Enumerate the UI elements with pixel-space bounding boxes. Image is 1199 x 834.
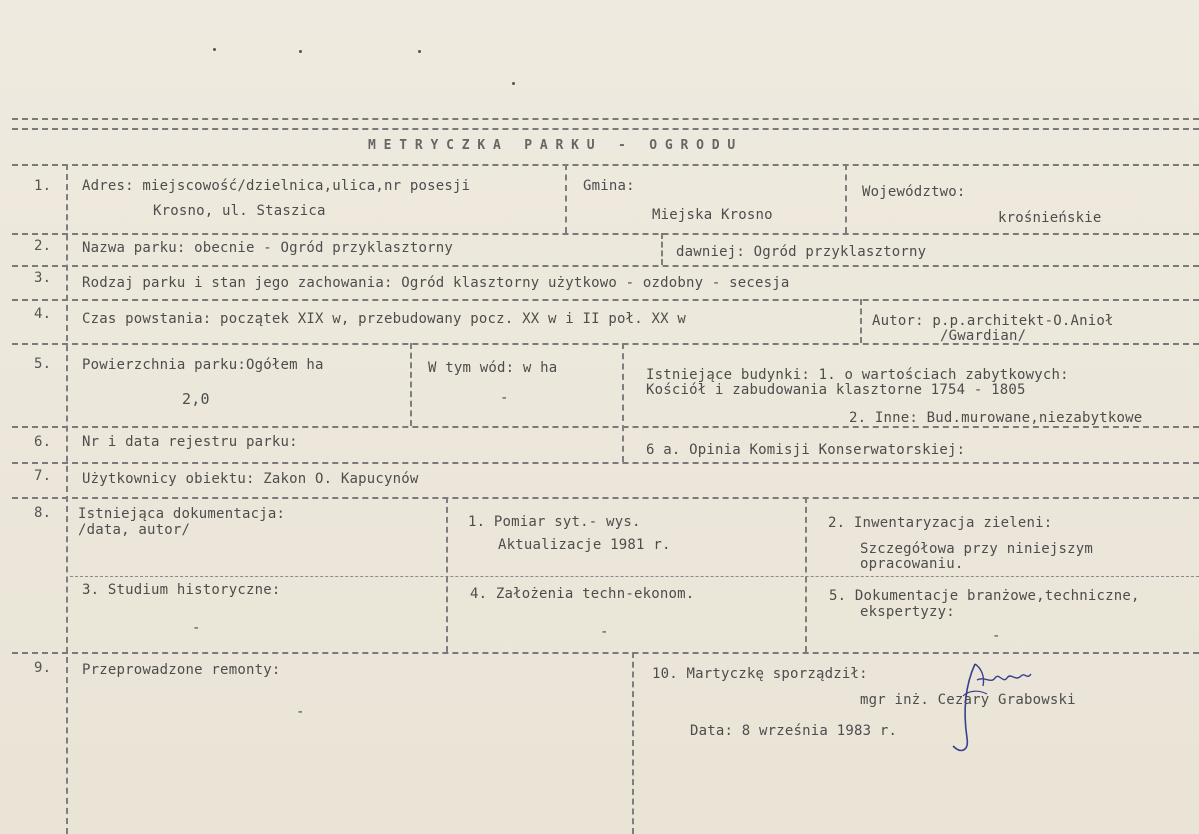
area-label: Powierzchnia parku:Ogółem ha	[82, 357, 324, 373]
tech-econ-label: 4. Założenia techn-ekonom.	[470, 586, 695, 602]
voivodeship-value: krośnieńskie	[998, 210, 1102, 226]
rule-line	[12, 265, 1199, 267]
row-number: 7.	[34, 468, 52, 484]
rule-line	[12, 299, 1199, 301]
rule-line	[12, 497, 1199, 499]
creation-time: Czas powstania: początek XIX w, przebudowany pocz. XX w i II poł. XX w	[82, 311, 687, 327]
date-label: Data: 8 września 1983 r.	[690, 723, 898, 739]
rule-line	[12, 233, 1199, 235]
column-line	[805, 497, 807, 652]
address-value: Krosno, ul. Staszica	[153, 203, 326, 219]
branch-docs-value: -	[992, 628, 1001, 644]
column-line	[632, 652, 634, 834]
row-number: 4.	[34, 306, 52, 322]
water-value: -	[500, 390, 509, 406]
rule-line	[12, 462, 1199, 464]
column-line	[410, 343, 412, 426]
survey-value: Aktualizacje 1981 r.	[498, 537, 671, 553]
author-line-2: /Gwardian/	[940, 328, 1027, 344]
branch-docs-label-2: ekspertyzy:	[860, 604, 955, 620]
register-label: Nr i data rejestru parku:	[82, 434, 298, 450]
tech-econ-value: -	[600, 624, 609, 640]
column-line	[446, 497, 448, 652]
buildings-line-1: Istniejące budynki: 1. o wartościach zabytkowych:	[646, 367, 1069, 383]
rule-line	[70, 576, 1199, 577]
rule-line	[12, 652, 1199, 654]
documentation-label: Istniejąca dokumentacja:	[78, 506, 286, 522]
gmina-value: Miejska Krosno	[652, 207, 773, 223]
paper-dot	[418, 50, 421, 53]
paper-dot	[299, 50, 302, 53]
column-line	[565, 164, 567, 233]
column-line	[860, 299, 862, 343]
historical-study-value: -	[192, 620, 201, 636]
voivodeship-label: Województwo:	[862, 184, 966, 200]
row-number: 3.	[34, 270, 52, 286]
users-label: Użytkownicy obiektu: Zakon O. Kapucynów	[82, 471, 419, 487]
branch-docs-label-1: 5. Dokumentacje branżowe,techniczne,	[829, 588, 1140, 604]
row-number: 8.	[34, 505, 52, 521]
documentation-sublabel: /data, autor/	[78, 522, 191, 538]
repairs-label: Przeprowadzone remonty:	[82, 662, 281, 678]
rule-line	[12, 118, 1199, 120]
row-number: 1.	[34, 178, 52, 194]
rule-line	[12, 164, 1199, 166]
row-number: 2.	[34, 238, 52, 254]
park-type: Rodzaj parku i stan jego zachowania: Ogród klasztorny użytkowo - ozdobny - secesja	[82, 275, 790, 291]
row-number: 9.	[34, 660, 52, 676]
row-number: 5.	[34, 356, 52, 372]
prepared-by-label: 10. Martyczkę sporządził:	[652, 666, 868, 682]
author-line-1: Autor: p.p.architekt-O.Anioł	[872, 313, 1114, 329]
greenery-inventory-value-2: opracowaniu.	[860, 556, 964, 572]
paper-dot	[213, 48, 216, 51]
column-line	[622, 343, 624, 462]
repairs-value: -	[296, 704, 305, 720]
survey-label: 1. Pomiar syt.- wys.	[468, 514, 641, 530]
historical-study-label: 3. Studium historyczne:	[82, 582, 281, 598]
address-label: Adres: miejscowość/dzielnica,ulica,nr posesji	[82, 178, 471, 194]
column-line	[845, 164, 847, 233]
paper-dot	[512, 82, 515, 85]
gmina-label: Gmina:	[583, 178, 635, 194]
prepared-by-name: mgr inż. Cezary Grabowski	[860, 692, 1076, 708]
greenery-inventory-label: 2. Inwentaryzacja zieleni:	[828, 515, 1053, 531]
park-name-current: Nazwa parku: obecnie - Ogród przyklasztorny	[82, 240, 454, 256]
rule-line	[12, 128, 1199, 130]
area-value: 2,0	[182, 390, 210, 408]
signature-mark	[935, 656, 1045, 756]
greenery-inventory-value-1: Szczegółowa przy niniejszym	[860, 541, 1093, 557]
buildings-line-3: 2. Inne: Bud.murowane,niezabytkowe	[849, 410, 1143, 426]
column-line	[66, 164, 68, 834]
commission-opinion-label: 6 a. Opinia Komisji Konserwatorskiej:	[646, 442, 966, 458]
water-label: W tym wód: w ha	[428, 360, 558, 376]
row-number: 6.	[34, 434, 52, 450]
buildings-line-2: Kościół i zabudowania klasztorne 1754 - 1805	[646, 382, 1026, 398]
park-name-former: dawniej: Ogród przyklasztorny	[676, 244, 927, 260]
rule-line	[12, 426, 1199, 428]
column-line	[661, 233, 663, 265]
page-title: METRYCZKA PARKU - OGRODU	[368, 138, 744, 153]
